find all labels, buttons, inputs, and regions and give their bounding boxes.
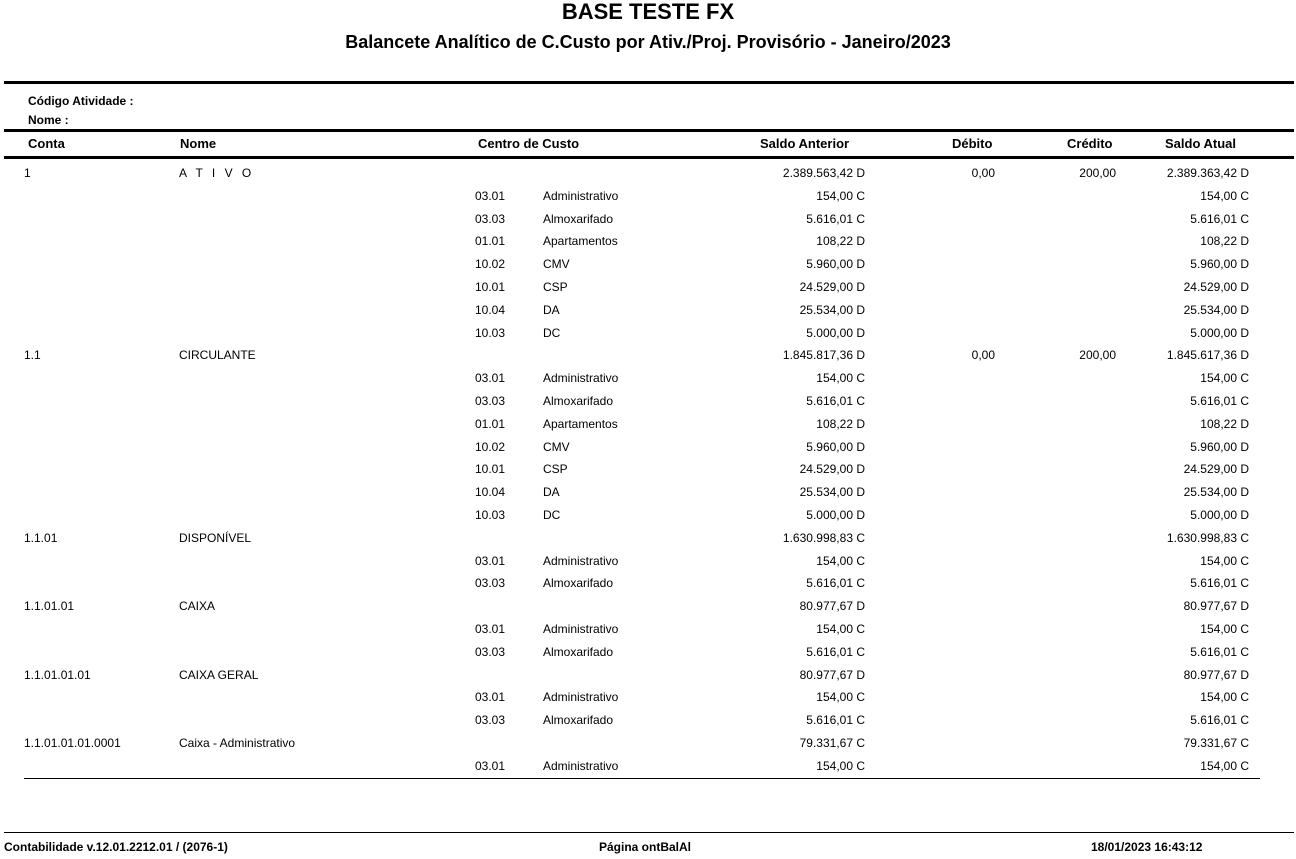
cell-centro-custo-name: CMV [543, 257, 570, 272]
cell-centro-custo-code: 03.03 [475, 644, 506, 659]
cell-conta: 1.1 [24, 348, 41, 363]
cell-centro-custo-code: 03.01 [475, 690, 506, 705]
cell-saldo-atual: 154,00 C [1200, 621, 1249, 636]
cell-centro-custo-code: 10.04 [475, 485, 506, 500]
cost-center-row [0, 253, 1296, 276]
cell-saldo-atual: 5.960,00 D [1190, 257, 1249, 272]
col-saldo-atual: Saldo Atual [1165, 136, 1237, 151]
cell-saldo-anterior: 5.616,01 C [806, 393, 865, 408]
cell-centro-custo-code: 10.03 [475, 325, 506, 340]
cost-center-row [0, 481, 1296, 504]
cost-center-row [0, 322, 1296, 345]
cell-centro-custo-name: Almoxarifado [543, 393, 614, 408]
cell-centro-custo-code: 10.01 [475, 279, 506, 294]
cell-centro-custo-code: 01.01 [475, 416, 506, 431]
cell-centro-custo-code: 10.01 [475, 462, 506, 477]
cell-saldo-anterior: 25.534,00 D [799, 485, 865, 500]
cell-centro-custo-code: 10.04 [475, 302, 506, 317]
footer-version: Contabilidade v.12.01.2212.01 / (2076-1) [4, 840, 228, 854]
footer-rule [4, 832, 1294, 833]
cost-center-row [0, 618, 1296, 641]
cell-nome: DISPONÍVEL [179, 530, 252, 545]
cell-centro-custo-name: Administrativo [543, 621, 619, 636]
cell-centro-custo-name: DA [543, 485, 560, 500]
cell-debito: 0,00 [971, 166, 995, 180]
cell-centro-custo-code: 03.01 [475, 371, 506, 386]
cell-saldo-anterior: 154,00 C [816, 188, 865, 203]
report-subtitle: Balancete Analítico de C.Custo por Ativ./Proj. Provisório - Janeiro/2023 [345, 32, 951, 52]
cell-nome: CIRCULANTE [179, 348, 256, 363]
cell-saldo-anterior: 1.630.998,83 C [782, 530, 865, 545]
cost-center-row [0, 641, 1296, 664]
cell-centro-custo-name: Almoxarifado [543, 211, 614, 226]
cell-conta: 1.1.01.01.01.0001 [24, 735, 121, 750]
col-conta: Conta [28, 136, 65, 151]
table-end-rule [24, 778, 1260, 779]
cell-saldo-atual: 154,00 C [1200, 690, 1249, 705]
cost-center-row [0, 367, 1296, 390]
cell-centro-custo-name: Administrativo [543, 690, 619, 705]
cost-center-row [0, 299, 1296, 322]
top-rule [4, 81, 1294, 84]
cell-saldo-atual: 108,22 D [1200, 234, 1249, 249]
cell-saldo-atual: 2.389.363,42 D [1166, 166, 1249, 180]
column-header-bottom-rule [4, 156, 1294, 159]
col-debito: Débito [952, 136, 993, 151]
cell-centro-custo-code: 03.01 [475, 621, 506, 636]
cell-saldo-atual: 154,00 C [1200, 758, 1249, 773]
cost-center-row [0, 276, 1296, 299]
cell-saldo-anterior: 80.977,67 D [799, 667, 865, 682]
cell-saldo-atual: 154,00 C [1200, 371, 1249, 386]
cell-saldo-atual: 25.534,00 D [1183, 485, 1249, 500]
cell-saldo-atual: 5.000,00 D [1190, 507, 1249, 522]
report-table-body [0, 162, 1296, 778]
cell-debito: 0,00 [971, 348, 995, 363]
cell-nome: CAIXA [179, 599, 216, 614]
cell-saldo-anterior: 154,00 C [816, 621, 865, 636]
col-centro-custo: Centro de Custo [478, 136, 580, 151]
cell-saldo-anterior: 154,00 C [816, 371, 865, 386]
cell-saldo-anterior: 25.534,00 D [799, 302, 865, 317]
cell-centro-custo-code: 03.01 [475, 553, 506, 568]
cell-saldo-atual: 5.616,01 C [1190, 576, 1249, 591]
cost-center-row [0, 185, 1296, 208]
footer-datetime: 18/01/2023 16:43:12 [1091, 840, 1203, 854]
cell-centro-custo-code: 10.02 [475, 439, 506, 454]
cost-center-row [0, 458, 1296, 481]
cost-center-row [0, 709, 1296, 732]
cell-centro-custo-name: Almoxarifado [543, 644, 614, 659]
cell-nome: CAIXA GERAL [179, 667, 259, 682]
cost-center-row [0, 413, 1296, 436]
cost-center-row [0, 436, 1296, 459]
cell-centro-custo-name: CSP [543, 462, 568, 477]
account-row [0, 344, 1296, 367]
cell-saldo-anterior: 5.000,00 D [806, 325, 865, 340]
cell-centro-custo-code: 03.03 [475, 576, 506, 591]
cell-saldo-anterior: 5.616,01 C [806, 576, 865, 591]
col-credito: Crédito [1067, 136, 1113, 151]
cell-saldo-anterior: 79.331,67 C [799, 735, 865, 750]
account-row [0, 162, 1296, 185]
cell-centro-custo-name: Apartamentos [543, 416, 618, 431]
codigo-atividade-label: Código Atividade : [28, 94, 134, 108]
cell-saldo-atual: 5.616,01 C [1190, 713, 1249, 728]
cell-centro-custo-name: Apartamentos [543, 234, 618, 249]
cell-centro-custo-code: 03.03 [475, 393, 506, 408]
cell-centro-custo-name: DC [543, 325, 561, 340]
cell-saldo-anterior: 24.529,00 D [799, 462, 865, 477]
cell-saldo-anterior: 5.960,00 D [806, 439, 865, 454]
cell-saldo-anterior: 5.616,01 C [806, 713, 865, 728]
cell-saldo-atual: 5.616,01 C [1190, 644, 1249, 659]
cell-saldo-atual: 24.529,00 D [1183, 462, 1249, 477]
cell-credito: 200,00 [1079, 348, 1116, 363]
cell-saldo-atual: 24.529,00 D [1183, 279, 1249, 294]
col-saldo-anterior: Saldo Anterior [760, 136, 850, 151]
cell-centro-custo-code: 03.01 [475, 758, 506, 773]
cell-saldo-atual: 154,00 C [1200, 188, 1249, 203]
cell-saldo-atual: 80.977,67 D [1183, 599, 1249, 614]
cell-centro-custo-code: 01.01 [475, 234, 506, 249]
cell-saldo-anterior: 24.529,00 D [799, 279, 865, 294]
cell-centro-custo-name: Administrativo [543, 553, 619, 568]
cell-saldo-anterior: 108,22 D [816, 416, 865, 431]
cell-saldo-atual: 5.000,00 D [1190, 325, 1249, 340]
cell-conta: 1.1.01 [24, 530, 58, 545]
cell-centro-custo-code: 10.03 [475, 507, 506, 522]
cell-saldo-atual: 5.960,00 D [1190, 439, 1249, 454]
account-row [0, 664, 1296, 687]
account-row [0, 732, 1296, 755]
cell-saldo-atual: 108,22 D [1200, 416, 1249, 431]
cell-nome: Caixa - Administrativo [179, 735, 296, 750]
cell-saldo-atual: 1.845.617,36 D [1166, 348, 1249, 363]
cost-center-row [0, 208, 1296, 231]
cell-centro-custo-name: Almoxarifado [543, 576, 614, 591]
cell-saldo-anterior: 154,00 C [816, 690, 865, 705]
cell-saldo-atual: 1.630.998,83 C [1166, 530, 1249, 545]
cell-centro-custo-code: 03.03 [475, 713, 506, 728]
cell-centro-custo-code: 03.03 [475, 211, 506, 226]
cell-credito: 200,00 [1079, 166, 1116, 180]
cell-saldo-atual: 5.616,01 C [1190, 211, 1249, 226]
cost-center-row [0, 686, 1296, 709]
cell-centro-custo-name: Administrativo [543, 758, 619, 773]
cell-saldo-atual: 154,00 C [1200, 553, 1249, 568]
cost-center-row [0, 504, 1296, 527]
cell-centro-custo-name: CMV [543, 439, 570, 454]
cell-saldo-anterior: 5.960,00 D [806, 257, 865, 272]
cell-saldo-atual: 5.616,01 C [1190, 393, 1249, 408]
cell-saldo-anterior: 5.616,01 C [806, 644, 865, 659]
cell-centro-custo-code: 03.01 [475, 188, 506, 203]
cell-centro-custo-name: Almoxarifado [543, 713, 614, 728]
report-title: BASE TESTE FX [561, 0, 735, 24]
cell-saldo-anterior: 2.389.563,42 D [782, 166, 865, 180]
cell-nome: A T I V O [179, 166, 255, 180]
col-nome: Nome [180, 136, 217, 151]
cell-conta: 1.1.01.01.01 [24, 667, 91, 682]
footer-page: Página ontBalAl [599, 840, 692, 854]
cell-saldo-anterior: 5.616,01 C [806, 211, 865, 226]
cell-saldo-anterior: 154,00 C [816, 758, 865, 773]
cost-center-row [0, 755, 1296, 778]
account-row [0, 527, 1296, 550]
account-row [0, 595, 1296, 618]
cost-center-row [0, 550, 1296, 573]
cell-saldo-anterior: 154,00 C [816, 553, 865, 568]
cell-centro-custo-name: DC [543, 507, 561, 522]
cell-centro-custo-code: 10.02 [475, 257, 506, 272]
cell-centro-custo-name: Administrativo [543, 188, 619, 203]
column-header-top-rule [4, 129, 1294, 132]
cost-center-row [0, 390, 1296, 413]
cost-center-row [0, 572, 1296, 595]
cell-saldo-anterior: 5.000,00 D [806, 507, 865, 522]
cell-saldo-atual: 79.331,67 C [1183, 735, 1249, 750]
cell-saldo-atual: 80.977,67 D [1183, 667, 1249, 682]
cell-saldo-atual: 25.534,00 D [1183, 302, 1249, 317]
cell-centro-custo-name: DA [543, 302, 560, 317]
cell-saldo-anterior: 108,22 D [816, 234, 865, 249]
cell-centro-custo-name: Administrativo [543, 371, 619, 386]
cell-centro-custo-name: CSP [543, 279, 568, 294]
cell-conta: 1 [24, 166, 31, 180]
cell-saldo-anterior: 80.977,67 D [799, 599, 865, 614]
cost-center-row [0, 230, 1296, 253]
nome-label: Nome : [28, 113, 69, 127]
cell-conta: 1.1.01.01 [24, 599, 75, 614]
cell-saldo-anterior: 1.845.817,36 D [782, 348, 865, 363]
